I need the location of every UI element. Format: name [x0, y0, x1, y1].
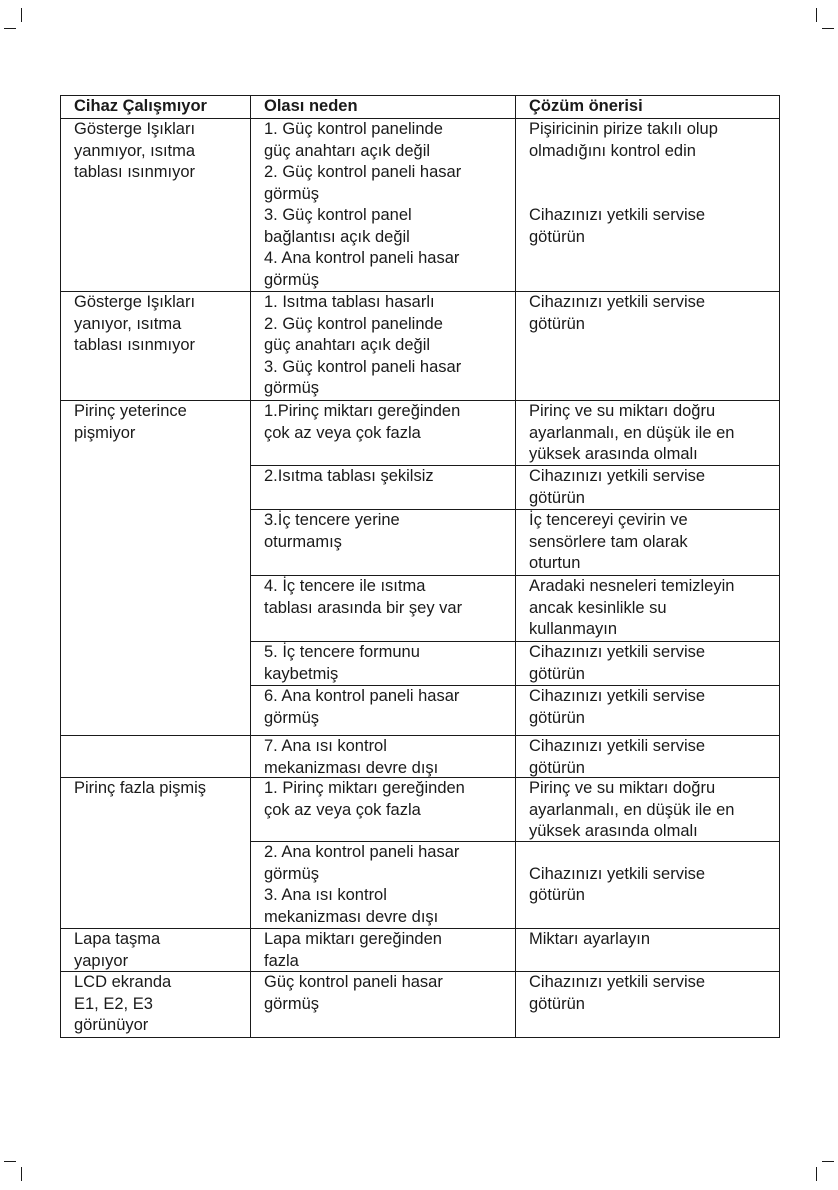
- cell-line: [529, 162, 780, 184]
- solution-cell: [515, 685, 780, 729]
- cell-line: yapıyor: [74, 951, 129, 970]
- cell-line: mekanizması devre dışı: [264, 907, 439, 926]
- cell-line: Aradaki nesneleri temizleyin: [529, 577, 735, 595]
- cell-line: götürün: [529, 488, 585, 507]
- cell-line: LCD ekranda: [74, 973, 172, 991]
- cell-line: Lapa taşma: [74, 930, 161, 948]
- cell-line: çok az veya çok fazla: [264, 423, 421, 442]
- cell-line: İç tencereyi çevirin ve: [529, 511, 688, 529]
- cell-line: yüksek arasında olmalı: [529, 822, 698, 840]
- cell-line: tablası ısınmıyor: [74, 336, 196, 354]
- cause-cell: [250, 928, 515, 972]
- cell-line: mekanizması devre dışı: [264, 758, 439, 777]
- solution-cell: [515, 118, 780, 248]
- symptom-cell: [60, 575, 250, 576]
- cell-line: Pirinç yeterince: [74, 402, 187, 420]
- solution-cell: [515, 777, 780, 843]
- cell-line: güç anahtarı açık değil: [264, 336, 431, 354]
- cell-line: ayarlanmalı, en düşük ile en: [529, 423, 735, 442]
- solution-cell: [515, 575, 780, 641]
- cell-line: ayarlanmalı, en düşük ile en: [529, 800, 735, 819]
- cell-line: 6. Ana kontrol paneli hasar: [264, 687, 460, 705]
- cell-line: yanmıyor, ısıtma: [74, 141, 196, 160]
- solution-cell: [515, 735, 780, 779]
- cell-line: oturmamış: [264, 532, 342, 551]
- crop-mark: [4, 1161, 16, 1162]
- cause-cell: [250, 685, 515, 729]
- cell-line: tablası ısınmıyor: [74, 163, 196, 181]
- cell-line: Miktarı ayarlayın: [529, 930, 651, 948]
- symptom-cell: [60, 291, 250, 357]
- cell-line: 1. Güç kontrol panelinde: [264, 120, 443, 138]
- cause-cell: [250, 777, 515, 821]
- cell-line: olmadığını kontrol edin: [529, 141, 696, 160]
- symptom-cell: [60, 928, 250, 972]
- cell-line: Cihazınızı yetkili servise: [529, 737, 706, 755]
- cell-line: görmüş: [264, 864, 320, 883]
- solution-cell: [515, 841, 780, 907]
- cell-line: götürün: [529, 708, 585, 727]
- cell-line: 3.İç tencere yerine: [264, 511, 400, 529]
- symptom-cell: [60, 685, 250, 686]
- cell-line: 3. Güç kontrol panel: [264, 206, 412, 224]
- table-border: [60, 95, 61, 1038]
- cell-line: Cihazınızı yetkili servise: [529, 973, 706, 991]
- cell-line: fazla: [264, 951, 299, 970]
- symptom-cell: [60, 509, 250, 510]
- crop-mark: [21, 8, 22, 22]
- cell-line: sensörlere tam olarak: [529, 532, 688, 551]
- cell-line: 2. Ana kontrol paneli hasar: [264, 843, 460, 861]
- cell-line: 2. Güç kontrol paneli hasar: [264, 163, 462, 181]
- cell-line: kullanmayın: [529, 620, 618, 638]
- solution-cell: [515, 291, 780, 335]
- cell-line: Cihazınızı yetkili servise: [529, 467, 706, 485]
- cause-cell: [250, 575, 515, 619]
- cell-line: Lapa miktarı gereğinden: [264, 930, 442, 948]
- cell-line: 2. Güç kontrol panelinde: [264, 314, 443, 333]
- cell-line: 7. Ana ısı kontrol: [264, 737, 387, 755]
- cell-line: oturtun: [529, 554, 581, 572]
- cell-line: görmüş: [264, 708, 320, 727]
- table-border: [60, 1037, 780, 1038]
- cell-line: 5. İç tencere formunu: [264, 643, 420, 661]
- cause-cell: [250, 509, 515, 553]
- crop-mark: [822, 1161, 834, 1162]
- cause-cell: [250, 465, 515, 488]
- cell-line: E1, E2, E3: [74, 994, 153, 1013]
- cause-cell: [250, 291, 515, 400]
- cell-line: Güç kontrol paneli hasar: [264, 973, 443, 991]
- cell-line: Pirinç fazla pişmiş: [74, 779, 207, 797]
- cell-line: Gösterge Işıkları: [74, 120, 196, 138]
- cell-line: görmüş: [264, 994, 320, 1013]
- symptom-cell: [60, 118, 250, 184]
- crop-mark: [822, 28, 834, 29]
- symptom-cell: [60, 641, 250, 642]
- cell-line: 4. İç tencere ile ısıtma: [264, 577, 426, 595]
- header-cell: Çözüm önerisi: [529, 97, 643, 115]
- cell-line: güç anahtarı açık değil: [264, 141, 431, 160]
- cause-cell: [250, 841, 515, 928]
- cell-line: 3. Güç kontrol paneli hasar: [264, 357, 462, 376]
- cell-line: yanıyor, ısıtma: [74, 314, 182, 333]
- symptom-cell: [60, 465, 250, 466]
- cell-line: götürün: [529, 886, 585, 904]
- cell-line: Cihazınızı yetkili servise: [529, 687, 706, 705]
- cell-line: Cihazınızı yetkili servise: [529, 864, 706, 883]
- header-cell: Olası neden: [264, 97, 358, 115]
- symptom-cell: [60, 841, 250, 842]
- cell-line: bağlantısı açık değil: [264, 227, 410, 246]
- symptom-cell: [60, 400, 250, 444]
- cell-line: 4. Ana kontrol paneli hasar: [264, 249, 460, 267]
- cell-line: görünüyor: [74, 1016, 149, 1034]
- cell-line: [529, 842, 780, 864]
- cell-line: Cihazınızı yetkili servise: [529, 643, 706, 661]
- cell-line: Pirinç ve su miktarı doğru: [529, 402, 716, 420]
- crop-mark: [21, 1167, 22, 1181]
- cause-cell: [250, 641, 515, 685]
- cause-cell: [250, 118, 515, 291]
- cell-line: [529, 184, 780, 206]
- cause-cell: [250, 735, 515, 779]
- solution-cell: [515, 971, 780, 1015]
- crop-mark: [816, 1167, 817, 1181]
- symptom-cell: [60, 735, 250, 736]
- solution-cell: [515, 928, 780, 951]
- cell-line: görmüş: [264, 379, 320, 397]
- solution-cell: [515, 400, 780, 466]
- cell-line: götürün: [529, 227, 585, 246]
- cell-line: Pirinç ve su miktarı doğru: [529, 779, 716, 797]
- cell-line: götürün: [529, 758, 585, 777]
- cell-line: Cihazınızı yetkili servise: [529, 293, 706, 311]
- crop-mark: [816, 8, 817, 22]
- cell-line: yüksek arasında olmalı: [529, 445, 698, 463]
- header-cell: Cihaz Çalışmıyor: [74, 97, 207, 115]
- solution-cell: [515, 641, 780, 685]
- symptom-cell: [60, 971, 250, 1037]
- cell-line: 1. Isıtma tablası hasarlı: [264, 293, 435, 311]
- cell-line: 2.Isıtma tablası şekilsiz: [264, 467, 434, 485]
- cell-line: pişmiyor: [74, 423, 136, 442]
- cell-line: götürün: [529, 314, 585, 333]
- cell-line: Cihazınızı yetkili servise: [529, 206, 706, 224]
- cell-line: 1.Pirinç miktarı gereğinden: [264, 402, 461, 420]
- cell-line: Gösterge Işıkları: [74, 293, 196, 311]
- cell-line: götürün: [529, 664, 585, 683]
- solution-cell: [515, 509, 780, 575]
- cell-line: Pişiricinin pirize takılı olup: [529, 120, 718, 138]
- cell-line: kaybetmiş: [264, 664, 339, 683]
- cause-cell: [250, 971, 515, 1015]
- cell-line: görmüş: [264, 270, 320, 289]
- cell-line: görmüş: [264, 184, 320, 203]
- cell-line: çok az veya çok fazla: [264, 800, 421, 819]
- cause-cell: [250, 400, 515, 444]
- cell-line: ancak kesinlikle su: [529, 598, 667, 617]
- cell-line: götürün: [529, 994, 585, 1013]
- symptom-cell: [60, 777, 250, 800]
- cell-line: tablası arasında bir şey var: [264, 598, 463, 617]
- solution-cell: [515, 465, 780, 509]
- crop-mark: [4, 28, 16, 29]
- cell-line: 1. Pirinç miktarı gereğinden: [264, 779, 465, 797]
- cell-line: 3. Ana ısı kontrol: [264, 886, 387, 904]
